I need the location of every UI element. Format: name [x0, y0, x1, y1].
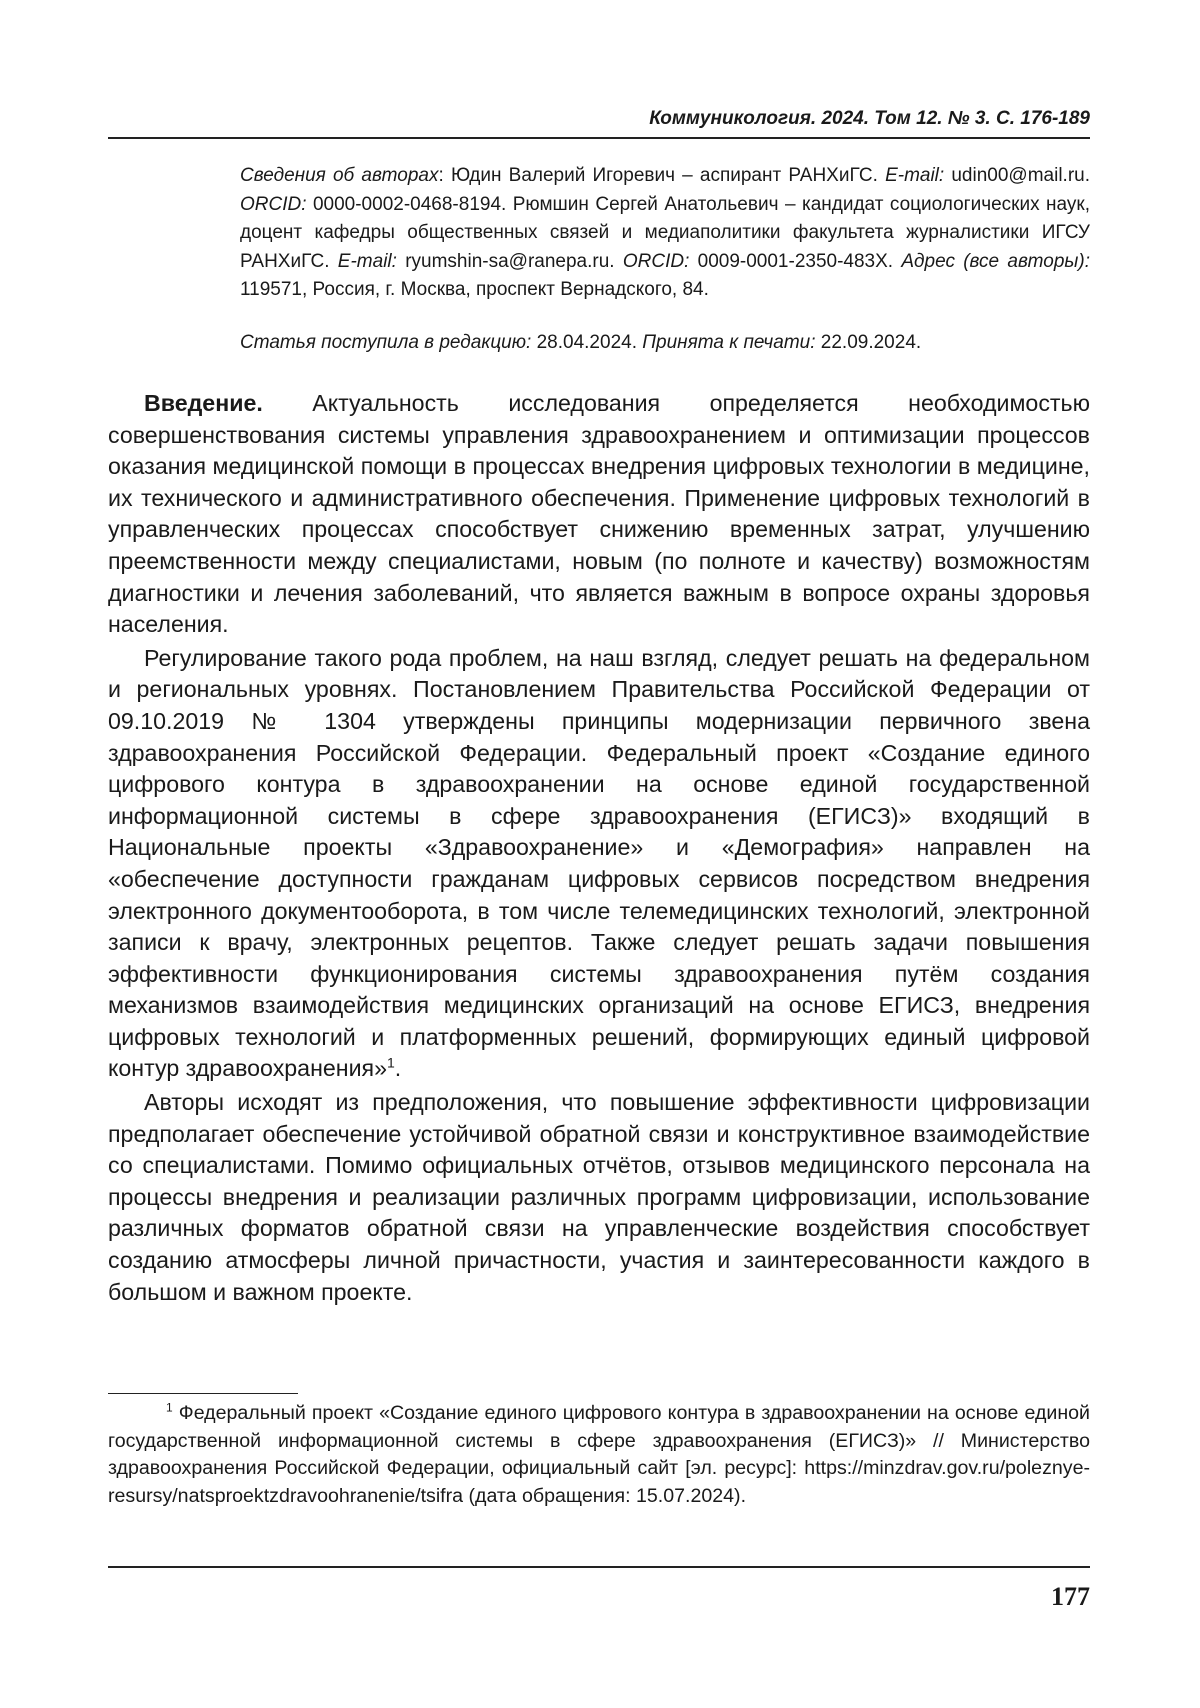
- introduction-heading: Введение.: [144, 390, 263, 416]
- paragraph-2-text: Регулирование такого рода проблем, на наш взгляд, следует решать на федеральном и региональных уровнях. Постановлением Правительства Российской Федерации от 09.10.2019 № 1304 утверждены принципы модернизации первичного звена здравоохранения Российской Федерации. Федеральный проект «Создание единого цифрового контура в здравоохранении на основе единой государственной информационной системы в сфере здравоохранения (ЕГИСЗ)» входящий в Национальные проекты «Здравоохранение» и «Демография» направлен на «обеспечение доступности гражданам цифровых сервисов посредством внедрения электронного документооборота, в том числе телемедицинских технологий, электронной записи к врачу, электронных рецептов. Также следует решать задачи повышения эффективности функционирования системы здравоохранения путём создания механизмов взаимодействия медицинских организаций на основе ЕГИСЗ, внедрения цифровых технологий и платформенных решений, формирующих единый цифровой контур здравоохранения»: [108, 645, 1090, 1082]
- orcid-label-1: ORCID:: [240, 194, 307, 215]
- header-rule: [108, 137, 1090, 139]
- received-date: 28.04.2024.: [531, 332, 642, 353]
- authors-label: Сведения об авторах: [240, 165, 439, 186]
- paragraph-introduction: [108, 388, 1090, 641]
- paragraph-regulation: [108, 643, 1090, 1085]
- orcid-2: 0009-0001-2350-483X.: [689, 251, 901, 272]
- page-number: 177: [1051, 1582, 1090, 1612]
- article-body: [108, 388, 1090, 1310]
- address: 119571, Россия, г. Москва, проспект Вернадского, 84.: [240, 279, 709, 300]
- email-label-2: E-mail:: [338, 251, 397, 272]
- footer-rule: [108, 1566, 1090, 1568]
- received-label: Статья поступила в редакцию:: [240, 332, 531, 353]
- footnote-number: 1: [166, 1400, 173, 1414]
- accepted-date: 22.09.2024.: [816, 332, 922, 353]
- email-label-1: E-mail:: [885, 165, 944, 186]
- paragraph-authors-assumption: [108, 1087, 1090, 1308]
- paragraph-2-end: .: [395, 1055, 401, 1081]
- footnote: [108, 1400, 1090, 1510]
- footnote-rule: [108, 1393, 298, 1394]
- email-1: udin00@mail.ru.: [944, 165, 1090, 186]
- running-header: Коммуникология. 2024. Том 12. № 3. С. 176-189: [108, 108, 1090, 130]
- footnote-ref: 1: [387, 1055, 395, 1071]
- accepted-label: Принята к печати:: [642, 332, 815, 353]
- address-label: Адрес (все авторы):: [901, 251, 1090, 272]
- email-2: ryumshin-sa@ranepa.ru.: [397, 251, 623, 272]
- authors-text-1: : Юдин Валерий Игоревич – аспирант РАНХиГС.: [439, 165, 886, 186]
- author-info: [240, 162, 1090, 305]
- paragraph-1-text: Актуальность исследования определяется необходимостью совершенствования системы управления здравоохранением и оптимизации процессов оказания медицинской помощи в процессах внедрения цифровых технологии в медицине, их технического и административного обеспечения. Применение цифровых технологий в управленческих процессах способствует снижению временных затрат, улучшению преемственности между специалистами, новым (по полноте и качеству) возможностям диагностики и лечения заболеваний, что является важным в вопросе охраны здоровья населения.: [108, 390, 1090, 637]
- orcid-label-2: ORCID:: [623, 251, 690, 272]
- paragraph-3-text: Авторы исходят из предположения, что повышение эффективности цифровизации предполагает обеспечение устойчивой обратной связи и конструктивное взаимодействие со специалистами. Помимо официальных отчётов, отзывов медицинского персонала на процессы внедрения и реализации различных программ цифровизации, использование различных форматов обратной связи на управленческие воздействия способствует созданию атмосферы личной причастности, участия и заинтересованности каждого в большом и важном проекте.: [108, 1089, 1090, 1305]
- orcid-1: 0000-0002-0468-8194. Рюмшин Сергей Анатольевич – кандидат социологических наук, доцент кафедры общественных связей и медиаполитики факультета журналистики ИГСУ РАНХиГС.: [240, 194, 1090, 272]
- footnote-1: [108, 1400, 1090, 1510]
- article-dates: [240, 329, 1090, 357]
- footnote-text: Федеральный проект «Создание единого цифрового контура в здравоохранении на основе единой государственной информационной системы в сфере здравоохранения (ЕГИСЗ)» // Министерство здравоохранения Российской Федерации, официальный сайт [эл. ресурс]: https://minzdrav.gov.ru/poleznye-resursy/natsproektzdravoohranenie/tsifra (дата обращения: 15.07.2024).: [108, 1402, 1090, 1507]
